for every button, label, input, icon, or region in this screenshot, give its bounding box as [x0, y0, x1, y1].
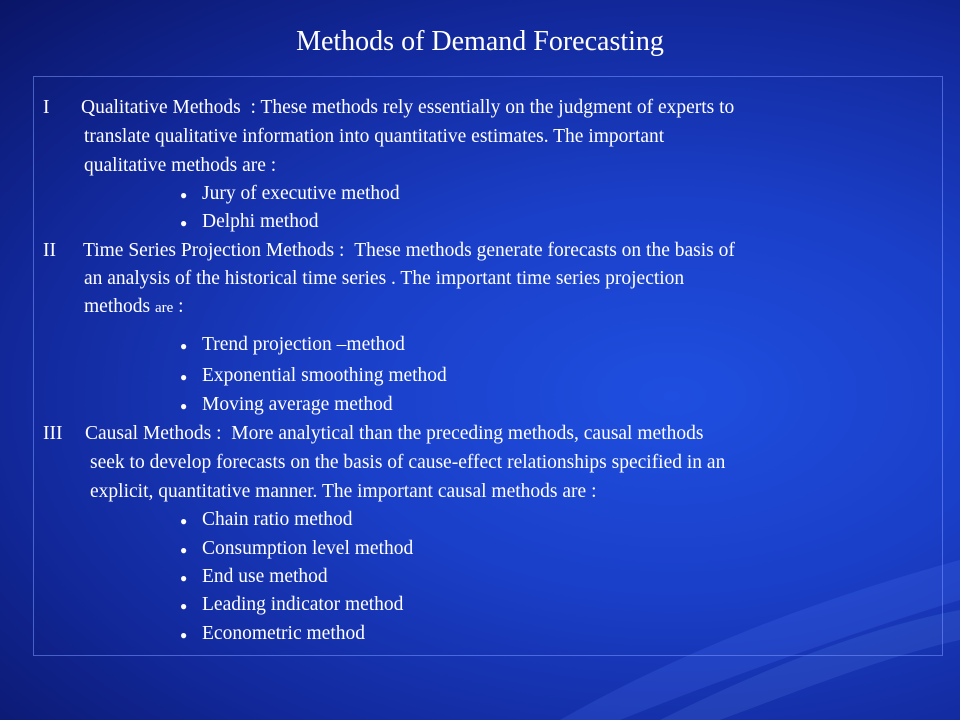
list-item-label: Econometric method: [202, 623, 365, 644]
list-item-label: Delphi method: [202, 211, 319, 232]
bullet-icon: ●: [180, 598, 188, 613]
list-item-label: Consumption level method: [202, 538, 414, 559]
list-item: [180, 537, 413, 562]
section-heading: Time Series Projection Methods :: [83, 240, 345, 261]
section-text: : These methods rely essentially on the judgment of experts to: [250, 97, 735, 118]
bullet-icon: ●: [180, 570, 188, 585]
list-item-label: Trend projection –method: [202, 334, 405, 355]
section-number: II: [43, 240, 56, 261]
list-item: [180, 508, 353, 533]
bullet-icon: ●: [180, 627, 188, 642]
section-text-line: translate qualitative information into quantitative estimates. The important: [84, 126, 665, 147]
bullet-icon: ●: [180, 215, 188, 230]
list-item-label: Chain ratio method: [202, 509, 353, 530]
list-item: [180, 393, 393, 418]
section-text: :: [178, 296, 184, 317]
section-number: III: [43, 423, 63, 444]
list-item-label: Moving average method: [202, 394, 393, 415]
list-item: [180, 182, 400, 207]
list-item: [180, 565, 328, 590]
section-text-line: [84, 295, 184, 320]
list-item: [180, 622, 365, 647]
section-3-header: [43, 422, 703, 446]
section-text: methods: [84, 296, 151, 317]
list-item-label: End use method: [202, 566, 328, 587]
section-1-header: [43, 96, 734, 120]
bullet-icon: ●: [180, 513, 188, 528]
section-number: I: [43, 97, 50, 118]
list-item-label: Leading indicator method: [202, 594, 404, 615]
list-item-label: Exponential smoothing method: [202, 365, 447, 386]
list-item-label: Jury of executive method: [202, 183, 400, 204]
bullet-icon: ●: [180, 338, 188, 353]
list-item: [180, 333, 405, 358]
bullet-icon: ●: [180, 187, 188, 202]
list-item: [180, 210, 318, 235]
slide-title: Methods of Demand Forecasting: [296, 26, 664, 57]
bullet-icon: ●: [180, 542, 188, 557]
section-text-line: seek to develop forecasts on the basis of cause-effect relationships specified in an: [90, 452, 726, 473]
section-text-line: explicit, quantitative manner. The important causal methods are :: [90, 481, 597, 502]
section-heading: Qualitative Methods: [81, 97, 241, 118]
list-item: [180, 593, 403, 618]
section-text: are: [154, 300, 174, 316]
bullet-icon: ●: [180, 398, 188, 413]
section-text: These methods generate forecasts on the basis of: [354, 240, 735, 261]
list-item: [180, 364, 447, 389]
section-heading: Causal Methods :: [85, 423, 222, 444]
section-2-header: [43, 239, 735, 263]
section-text-line: an analysis of the historical time series . The important time series projection: [84, 268, 685, 289]
section-text-line: qualitative methods are :: [84, 155, 277, 176]
section-text: More analytical than the preceding methods, causal methods: [231, 423, 704, 444]
bullet-icon: ●: [180, 369, 188, 384]
